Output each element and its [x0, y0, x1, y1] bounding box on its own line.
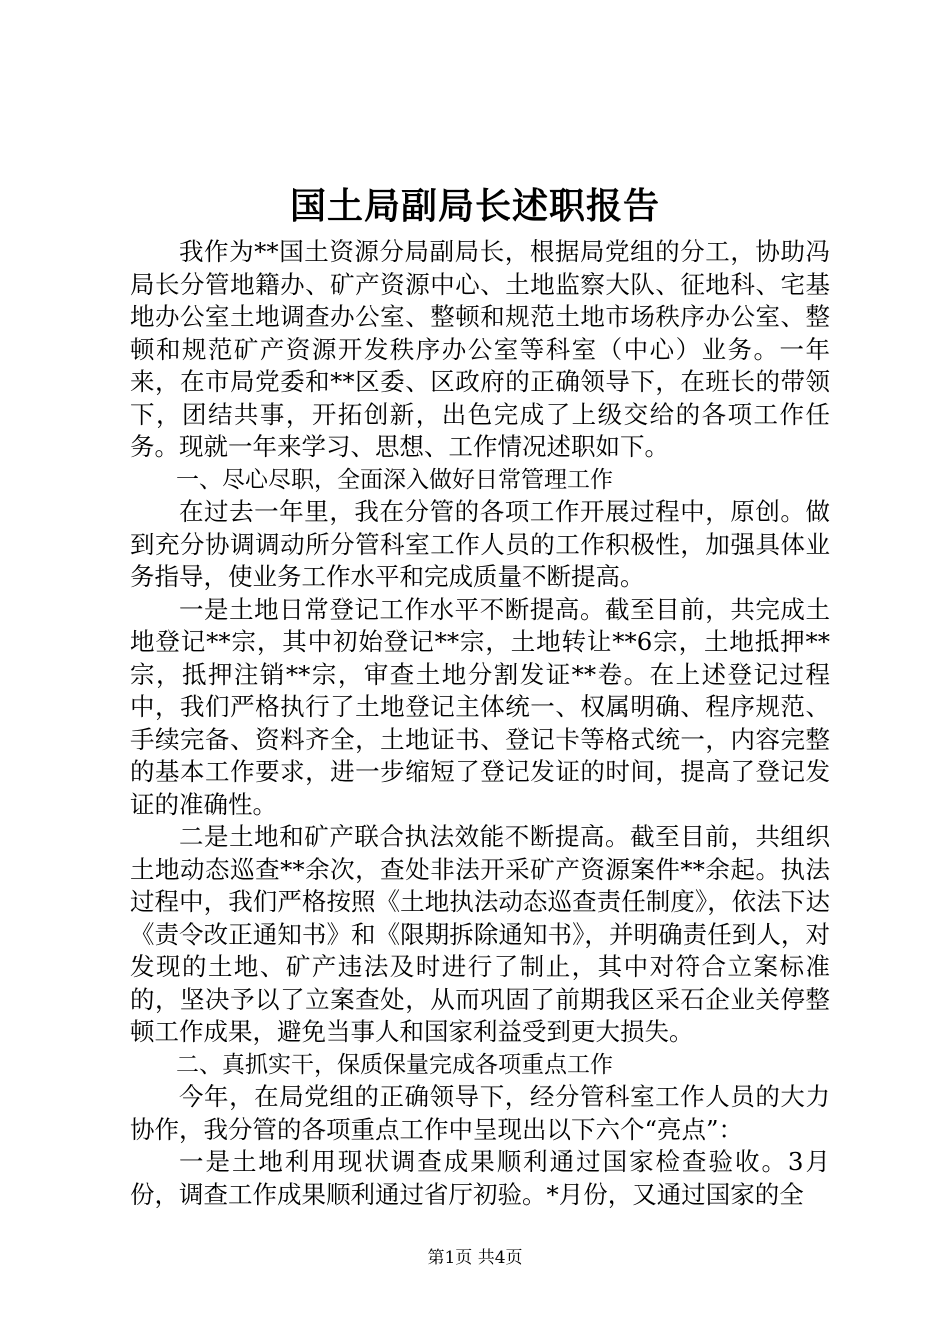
- document-title: 国土局副局长述职报告: [289, 185, 660, 227]
- paragraph-land-registration: 一是土地日常登记工作水平不断提高。截至目前，共完成土地登记**宗，其中初始登记**宗，土地转让**6宗，土地抵押**宗，抵押注销**宗，审查土地分割发证**卷。在上述登记过程中，我们严格执行了土地登记主体统一、权属明确、程序规范、手续完备、资料齐全，土地证书、登记卡等格式统一，内容完整的基本工作要求，进一步缩短了登记发证的时间，提高了登记发证的准确性。: [130, 594, 830, 819]
- paragraph-law-enforcement: 二是土地和矿产联合执法效能不断提高。截至目前，共组织土地动态巡查**余次，查处非法开采矿产资源案件**余起。执法过程中，我们严格按照《土地执法动态巡查责任制度》，依法下达《责令改正通知书》和《限期拆除通知书》，并明确责任到人，对发现的土地、矿产违法及时进行了制止，其中对符合立案标准的，坚决予以了立案查处，从而巩固了前期我区采石企业关停整顿工作成果，避免当事人和国家利益受到更大损失。: [130, 822, 830, 1046]
- section-heading-2: 二、真抓实干，保质保量完成各项重点工作: [176, 1051, 613, 1078]
- paragraph-land-survey: 一是土地利用现状调查成果顺利通过国家检查验收。3月份，调查工作成果顺利通过省厅初验。*月份，又通过国家的全: [130, 1147, 830, 1209]
- document-body: [130, 236, 830, 1211]
- page-footer: 第1页 共4页: [427, 1248, 523, 1268]
- paragraph-section2-overview: 今年，在局党组的正确领导下，经分管科室工作人员的大力协作，我分管的各项重点工作中呈现出以下六个“亮点”：: [130, 1082, 830, 1144]
- paragraph-section1-overview: 在过去一年里，我在分管的各项工作开展过程中，原创。做到充分协调调动所分管科室工作人员的工作积极性，加强具体业务指导，使业务工作水平和完成质量不断提高。: [130, 497, 830, 591]
- section-heading-1: 一、尽心尽职，全面深入做好日常管理工作: [176, 466, 613, 493]
- paragraph-intro: 我作为**国土资源分局副局长，根据局党组的分工，协助冯局长分管地籍办、矿产资源中心、土地监察大队、征地科、宅基地办公室土地调查办公室、整顿和规范土地市场秩序办公室、整顿和规范矿产资源开发秩序办公室等科室（中心）业务。一年来，在市局党委和**区委、区政府的正确领导下，在班长的带领下，团结共事，开拓创新，出色完成了上级交给的各项工作任务。现就一年来学习、思想、工作情况述职如下。: [130, 237, 830, 461]
